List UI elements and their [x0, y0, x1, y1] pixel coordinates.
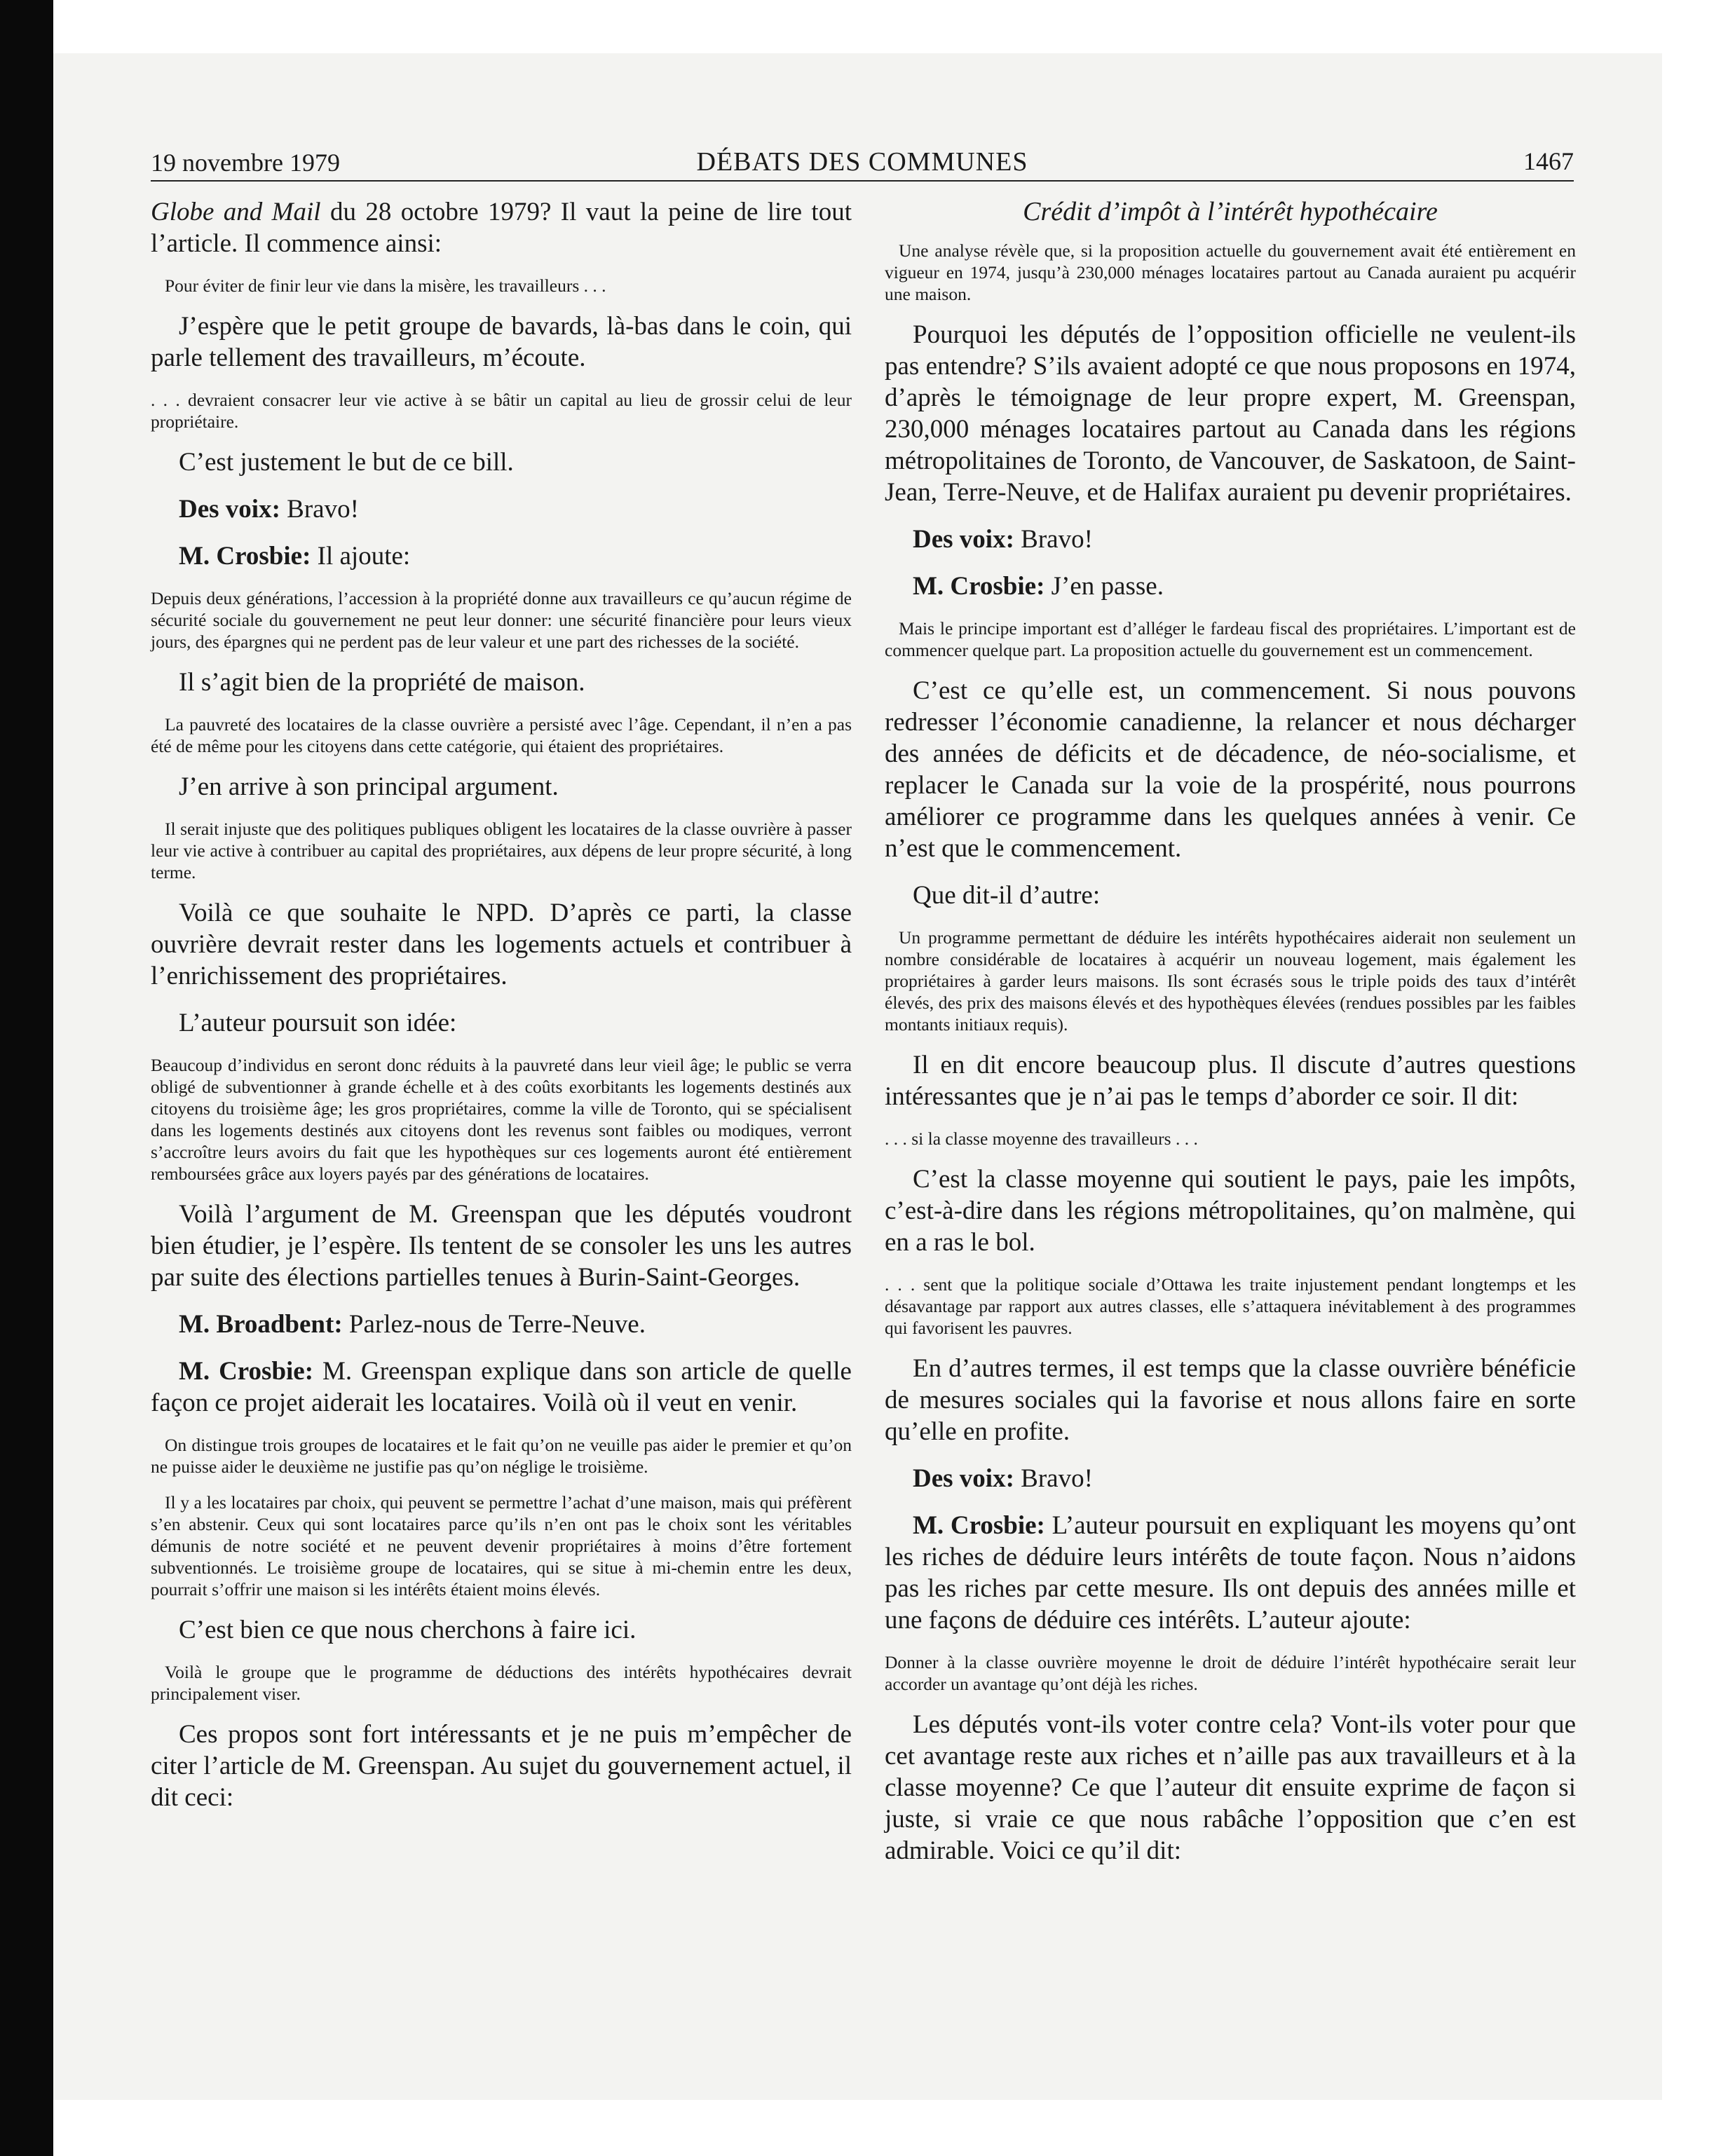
- speaker-paragraph: [885, 571, 1576, 602]
- quote: . . . sent que la politique sociale d’Ottawa les traite injustement pendant longtemps et les désavantage par rapport aux autres classes, elle s’attaquera inévitablement à des programmes qui favorisent les pauvres.: [885, 1274, 1576, 1338]
- paragraph: Pourquoi les députés de l’opposition officielle ne veulent-ils pas entendre? S’ils avaient adopté ce que nous proposons en 1974, d’après le témoignage de leur propre expert, M. Greenspan, 230,000 ménages locataires partout au Canada dans les régions métropolitaines de Toronto, de Vancouver, de Saskatoon, de Saint-Jean, Terre-Neuve, et de Halifax auraient pu devenir propriétaires.: [885, 320, 1576, 507]
- paragraph: C’est justement le but de ce bill.: [179, 448, 514, 477]
- speaker-name: Des voix:: [913, 525, 1014, 554]
- speaker-name: M. Crosbie:: [913, 572, 1045, 601]
- speaker-name: M. Broadbent:: [179, 1310, 343, 1339]
- speech-text: L’auteur poursuit en expliquant les moyens qu’ont les riches de déduire leurs intérêts de toute façon. Nous n’aidons pas les riches par cette mesure. Ils ont depuis des années mille et une façons de déduire ces intérêts. L’auteur ajoute:: [885, 1511, 1576, 1635]
- speaker-name: Des voix:: [179, 495, 280, 524]
- speaker-name: M. Crosbie:: [179, 542, 311, 571]
- speaker-name: M. Crosbie:: [179, 1357, 314, 1386]
- paragraph: Il s’agit bien de la propriété de maison.: [179, 668, 585, 697]
- paragraph: J’espère que le petit groupe de bavards, là-bas dans le coin, qui parle tellement des travailleurs, m’écoute.: [151, 312, 852, 372]
- speech-text: M. Greenspan explique dans son article de quelle façon ce projet aiderait les locataires. Voilà où il veut en venir.: [151, 1357, 852, 1417]
- quote: Voilà le groupe que le programme de déductions des intérêts hypothécaires devrait principalement viser.: [151, 1662, 852, 1704]
- speech-text: Bravo!: [1014, 1464, 1093, 1493]
- paragraph: L’auteur poursuit son idée:: [179, 1009, 457, 1037]
- left-column: [151, 196, 852, 1829]
- speech-text: Bravo!: [280, 495, 359, 524]
- quote: Un programme permettant de déduire les intérêts hypothécaires aiderait non seulement un nombre considérable de locataires à acquérir un nouveau logement, mais également les propriétaires à garder leurs maisons. Ils sont écrasés sous le triple poids des taux d’intérêt élevés, des prix des maisons élevés et des hypothèques élevées (rendues possibles par les faibles montants initiaux requis).: [885, 927, 1576, 1035]
- speech-text: Parlez-nous de Terre-Neuve.: [342, 1310, 646, 1339]
- paragraph: J’en arrive à son principal argument.: [179, 772, 559, 801]
- speaker-paragraph: [151, 540, 852, 572]
- newspaper-title: Globe and Mail: [151, 198, 321, 226]
- speaker-paragraph: [151, 493, 852, 525]
- speaker-paragraph: [885, 524, 1576, 555]
- quote: Beaucoup d’individus en seront donc réduits à la pauvreté dans leur vieil âge; le public se verra obligé de subventionner à grande échelle et à des coûts exorbitants les logements destinés aux citoyens du troisième âge; les gros propriétaires, comme la ville de Toronto, qui se spécialisent dans les logements destinés aux citoyens dont les revenus sont faibles ou modiques, verront s’accroître leurs avoirs du fait que les hypothèques sur ces logements auront été entièrement remboursées grâce aux loyers payés par des générations de locataires.: [151, 1055, 852, 1184]
- speech-text: Bravo!: [1014, 525, 1093, 554]
- quote: Mais le principe important est d’alléger le fardeau fiscal des propriétaires. L’important est de commencer quelque part. La proposition actuelle du gouvernement est un commencement.: [885, 618, 1576, 660]
- speaker-paragraph: [885, 1510, 1576, 1636]
- header-date: 19 novembre 1979: [151, 149, 340, 177]
- scan-border: [0, 0, 53, 2156]
- quote: . . . si la classe moyenne des travailleurs . . .: [885, 1128, 1198, 1149]
- paragraph: Voilà l’argument de M. Greenspan que les députés voudront bien étudier, je l’espère. Ils tentent de se consoler les uns les autres par suite des élections partielles tenues à Burin-Saint-Georges.: [151, 1200, 852, 1292]
- speaker-name: M. Crosbie:: [913, 1511, 1045, 1540]
- paragraph: C’est la classe moyenne qui soutient le pays, paie les impôts, c’est-à-dire dans les régions métropolitaines, qu’on malmène, qui en a ras le bol.: [885, 1165, 1576, 1257]
- quote: La pauvreté des locataires de la classe ouvrière a persisté avec l’âge. Cependant, il n’en a pas été de même pour les citoyens dans cette catégorie, qui étaient des propriétaires.: [151, 714, 852, 756]
- speaker-paragraph: [151, 1356, 852, 1419]
- right-column: [885, 196, 1576, 1882]
- paragraph: En d’autres termes, il est temps que la classe ouvrière bénéficie de mesures sociales qui la favorise et nous allons faire en sorte qu’elle en profite.: [885, 1354, 1576, 1446]
- paragraph: Que dit-il d’autre:: [913, 881, 1101, 910]
- quote: Pour éviter de finir leur vie dans la misère, les travailleurs . . .: [165, 275, 606, 296]
- section-subheading: Crédit d’impôt à l’intérêt hypothécaire: [1023, 197, 1438, 226]
- header-page-number: 1467: [1523, 147, 1574, 175]
- paragraph: [151, 196, 852, 259]
- paragraph: Voilà ce que souhaite le NPD. D’après ce parti, la classe ouvrière devrait rester dans les logements actuels et contribuer à l’enrichissement des propriétaires.: [151, 899, 852, 990]
- paragraph-text: du 28 octobre 1979? Il vaut la peine de lire tout l’article. Il commence ainsi:: [151, 198, 852, 258]
- paragraph: Ces propos sont fort intéressants et je ne puis m’empêcher de citer l’article de M. Greenspan. Au sujet du gouvernement actuel, il dit ceci:: [151, 1720, 852, 1812]
- paragraph: C’est bien ce que nous cherchons à faire ici.: [179, 1616, 637, 1644]
- speech-text: Il ajoute:: [311, 542, 411, 571]
- quote: Il serait injuste que des politiques publiques obligent les locataires de la classe ouvrière à passer leur vie active à contribuer au capital des propriétaires, aux dépens de leur propre sécurité, à long terme.: [151, 819, 852, 882]
- quote: Une analyse révèle que, si la proposition actuelle du gouvernement avait été entièrement en vigueur en 1974, jusqu’à 230,000 ménages locataires partout au Canada auraient pu acquérir une maison.: [885, 240, 1576, 304]
- paragraph: C’est ce qu’elle est, un commencement. Si nous pouvons redresser l’économie canadienne, la relancer et nous décharger des années de déficits et de décadence, de néo-socialisme, et replacer le Canada sur la voie de la prospérité, nous pourrons améliorer ce programme dans les quelques années à venir. Ce n’est que le commencement.: [885, 676, 1576, 863]
- speech-text: J’en passe.: [1045, 572, 1164, 601]
- quote: . . . devraient consacrer leur vie active à se bâtir un capital au lieu de grossir celui de leur propriétaire.: [151, 390, 852, 432]
- speaker-name: Des voix:: [913, 1464, 1014, 1493]
- speaker-paragraph: [885, 1463, 1576, 1494]
- quote: Donner à la classe ouvrière moyenne le droit de déduire l’intérêt hypothécaire serait leur accorder un avantage qu’ont déjà les riches.: [885, 1652, 1576, 1694]
- speaker-paragraph: [151, 1309, 852, 1340]
- quote: Depuis deux générations, l’accession à la propriété donne aux travailleurs ce qu’aucun régime de sécurité sociale du gouvernement ne peut leur donner: une sécurité financière pour leurs vieux jours, des épargnes qui ne perdent pas de leur valeur et une part des richesses de la société.: [151, 588, 852, 652]
- header-publication: DÉBATS DES COMMUNES: [696, 147, 1028, 177]
- quote: Il y a les locataires par choix, qui peuvent se permettre l’achat d’une maison, mais qui préfèrent s’en abstenir. Ceux qui sont locataires parce qu’ils n’en ont pas le choix sont les véritables démunis de notre société et ne peuvent devenir propriétaires à moins d’être fortement subventionnés. Le troisième groupe de locataires, qui se situe à mi-chemin entre les deux, pourrait s’offrir une maison si les intérêts étaient moins élevés.: [151, 1492, 852, 1599]
- quote: On distingue trois groupes de locataires et le fait qu’on ne veuille pas aider le premier et qu’on ne puisse aider le deuxième ne justifie pas qu’on néglige le troisième.: [151, 1435, 852, 1477]
- paragraph: Il en dit encore beaucoup plus. Il discute d’autres questions intéressantes que je n’ai pas le temps d’aborder ce soir. Il dit:: [885, 1051, 1576, 1111]
- page-header: [151, 144, 1574, 182]
- paragraph: Les députés vont-ils voter contre cela? Vont-ils voter pour que cet avantage reste aux riches et n’aille pas aux travailleurs et à la classe moyenne? Ce que l’auteur dit ensuite exprime de façon si juste, si vraie ce que nous rabâche l’opposition que c’en est admirable. Voici ce qu’il dit:: [885, 1710, 1576, 1865]
